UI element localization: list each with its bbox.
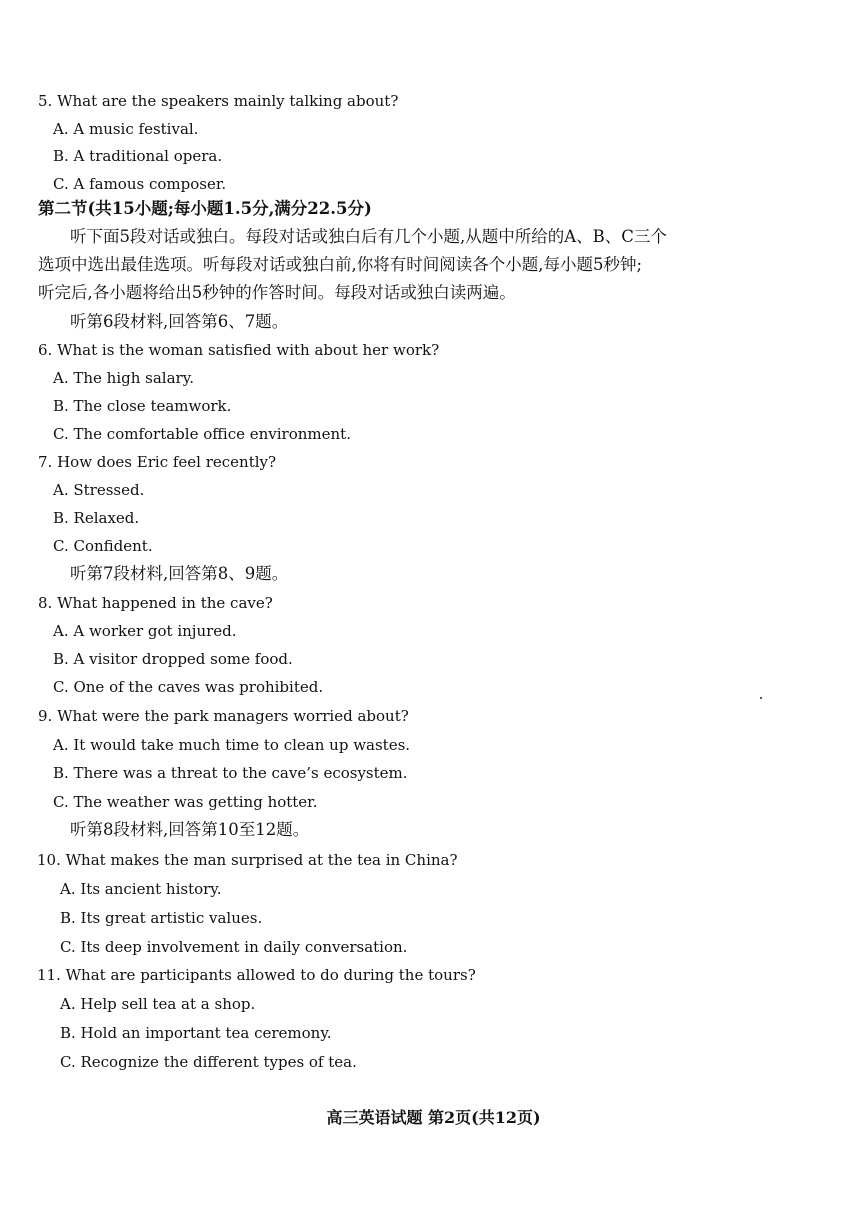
q10-option-b: B. Its great artistic values. bbox=[60, 909, 263, 927]
q9-option-b: B. There was a threat to the cave’s ecosystem. bbox=[53, 764, 408, 782]
q5-option-c: C. A famous composer. bbox=[53, 175, 227, 193]
q10-option-c: C. Its deep involvement in daily conversation. bbox=[60, 938, 408, 956]
question-8: 8. What happened in the cave? bbox=[38, 594, 273, 612]
material-7-heading: 听第7段材料,回答第8、9题。 bbox=[70, 564, 289, 583]
material-8-heading: 听第8段材料,回答第10至12题。 bbox=[70, 820, 310, 839]
question-9: 9. What were the park managers worried about? bbox=[38, 707, 409, 725]
q8-option-a: A. A worker got injured. bbox=[53, 622, 237, 640]
q11-option-c: C. Recognize the different types of tea. bbox=[60, 1053, 357, 1071]
q11-option-b: B. Hold an important tea ceremony. bbox=[60, 1024, 332, 1042]
q6-option-a: A. The high salary. bbox=[53, 369, 194, 387]
section2-title: 第二节(共15小题;每小题1.5分,满分22.5分) bbox=[38, 199, 372, 218]
q8-option-c: C. One of the caves was prohibited. bbox=[53, 678, 324, 696]
q10-option-a: A. Its ancient history. bbox=[60, 880, 222, 898]
q5-option-b: B. A traditional opera. bbox=[53, 147, 223, 165]
question-10: 10. What makes the man surprised at the tea in China? bbox=[37, 851, 458, 869]
question-7: 7. How does Eric feel recently? bbox=[38, 453, 277, 471]
q6-option-c: C. The comfortable office environment. bbox=[53, 425, 351, 443]
q9-option-a: A. It would take much time to clean up wastes. bbox=[53, 736, 411, 754]
q6-option-b: B. The close teamwork. bbox=[53, 397, 232, 415]
page-footer: 高三英语试题 第2页(共12页) bbox=[326, 1108, 541, 1127]
material-6-heading: 听第6段材料,回答第6、7题。 bbox=[70, 312, 289, 331]
q8-option-b: B. A visitor dropped some food. bbox=[53, 650, 293, 668]
question-5: 5. What are the speakers mainly talking about? bbox=[38, 92, 399, 110]
q7-option-a: A. Stressed. bbox=[53, 481, 145, 499]
q5-option-a: A. A music festival. bbox=[53, 120, 199, 138]
section2-instruction-1: 听下面5段对话或独白。每段对话或独白后有几个小题,从题中所给的A、B、C三个 bbox=[70, 227, 667, 246]
question-6: 6. What is the woman satisfied with about her work? bbox=[38, 341, 440, 359]
section2-instruction-3: 听完后,各小题将给出5秒钟的作答时间。每段对话或独白读两遍。 bbox=[38, 283, 516, 302]
q9-option-c: C. The weather was getting hotter. bbox=[53, 793, 318, 811]
q11-option-a: A. Help sell tea at a shop. bbox=[60, 995, 256, 1013]
stray-dot bbox=[760, 697, 762, 699]
section2-instruction-2: 选项中选出最佳选项。听每段对话或独白前,你将有时间阅读各个小题,每小题5秒钟; bbox=[38, 255, 643, 274]
q7-option-b: B. Relaxed. bbox=[53, 509, 140, 527]
question-11: 11. What are participants allowed to do during the tours? bbox=[37, 966, 476, 984]
q7-option-c: C. Confident. bbox=[53, 537, 153, 555]
